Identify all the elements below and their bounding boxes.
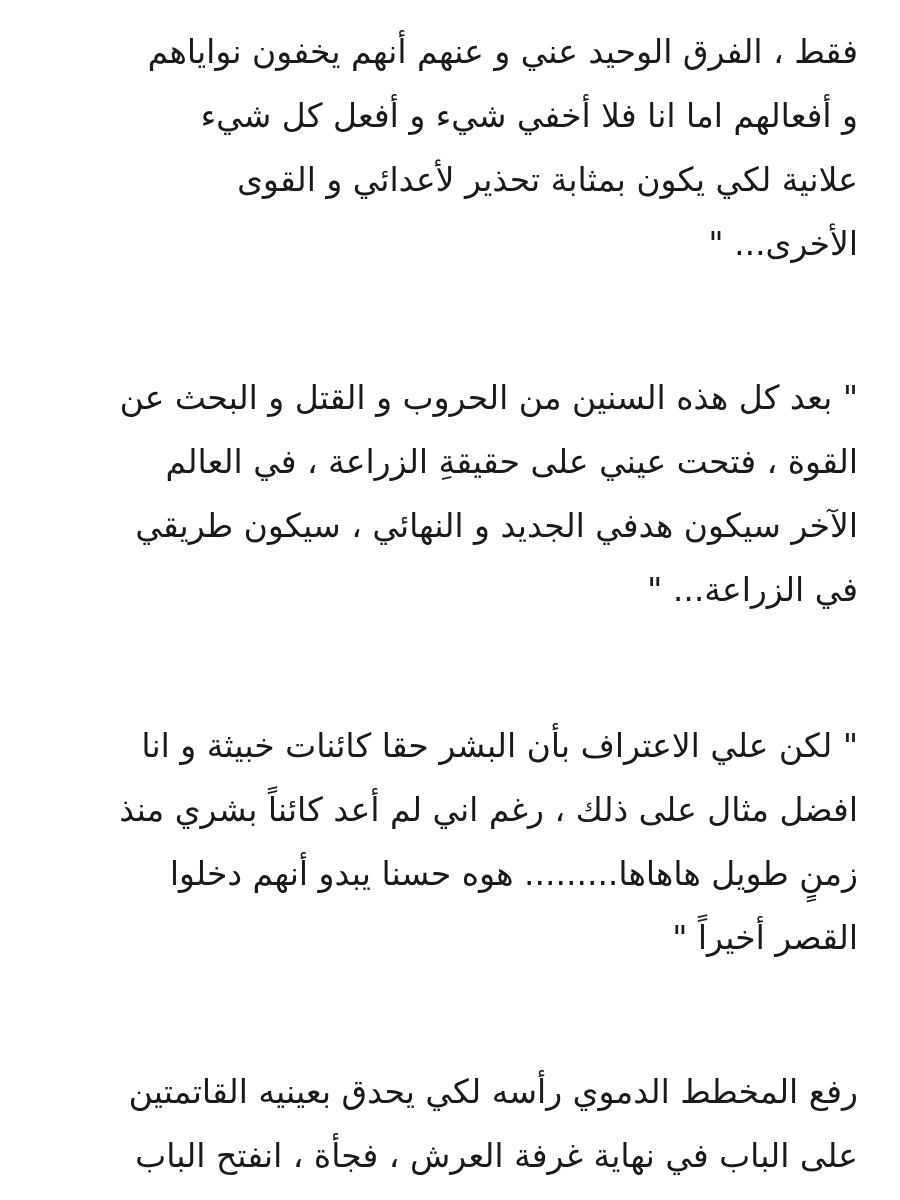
paragraph-line: زمنٍ طويل هاهاها......... هوه حسنا يبدو أنهم دخلوا (169, 854, 858, 893)
paragraph-line: في الزراعة... " (647, 570, 858, 609)
paragraph-line: " بعد كل هذه السنين من الحروب و القتل و البحث عن (119, 378, 858, 417)
paragraph-1 (38, 20, 858, 276)
paragraph-4 (38, 1060, 858, 1188)
paragraph-2 (38, 366, 858, 622)
paragraph-line: القصر أخيراً " (672, 918, 858, 957)
paragraph-line: فقط ، الفرق الوحيد عني و عنهم أنهم يخفون نواياهم (147, 32, 858, 71)
paragraph-line: و أفعالهم اما انا فلا أخفي شيء و أفعل كل شيء (200, 96, 858, 135)
paragraph-line: الأخرى... " (708, 224, 858, 263)
paragraph-line: على الباب في نهاية غرفة العرش ، فجأة ، انفتح الباب (135, 1136, 858, 1175)
paragraph-line: علانية لكي يكون بمثابة تحذير لأعدائي و القوى (237, 160, 858, 199)
paragraph-line: " لكن علي الاعتراف بأن البشر حقا كائنات خبيثة و انا (141, 726, 858, 765)
paragraph-line: رفع المخطط الدموي رأسه لكي يحدق بعينيه القاتمتين (128, 1072, 858, 1111)
paragraph-3 (38, 714, 858, 970)
paragraph-line: افضل مثال على ذلك ، رغم اني لم أعد كائناً بشري منذ (119, 790, 858, 829)
paragraph-line: الآخر سيكون هدفي الجديد و النهائي ، سيكون طريقي (135, 506, 858, 545)
paragraph-line: القوة ، فتحت عيني على حقيقةِ الزراعة ، في العالم (165, 442, 858, 481)
